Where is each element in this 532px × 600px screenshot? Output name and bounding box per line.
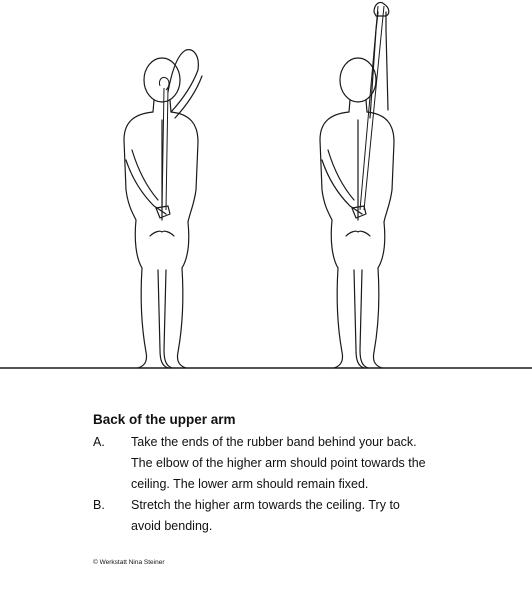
step-a-line-2: The elbow of the higher arm should point towards the bbox=[131, 456, 426, 470]
figure-b bbox=[320, 2, 394, 368]
figure-a bbox=[124, 50, 202, 368]
step-b-line-1: Stretch the higher arm towards the ceiling. Try to bbox=[131, 498, 400, 512]
step-a bbox=[93, 432, 513, 495]
section-title: Back of the upper arm bbox=[93, 412, 236, 427]
step-b-letter: B. bbox=[93, 498, 105, 512]
step-a-line-1: Take the ends of the rubber band behind your back. bbox=[131, 435, 417, 449]
copyright-credit: © Werkstatt Nina Steiner bbox=[93, 559, 165, 566]
step-b bbox=[93, 495, 513, 537]
step-b-line-2: avoid bending. bbox=[131, 519, 213, 533]
step-a-line-3: ceiling. The lower arm should remain fixed. bbox=[131, 477, 369, 491]
step-a-letter: A. bbox=[93, 435, 105, 449]
